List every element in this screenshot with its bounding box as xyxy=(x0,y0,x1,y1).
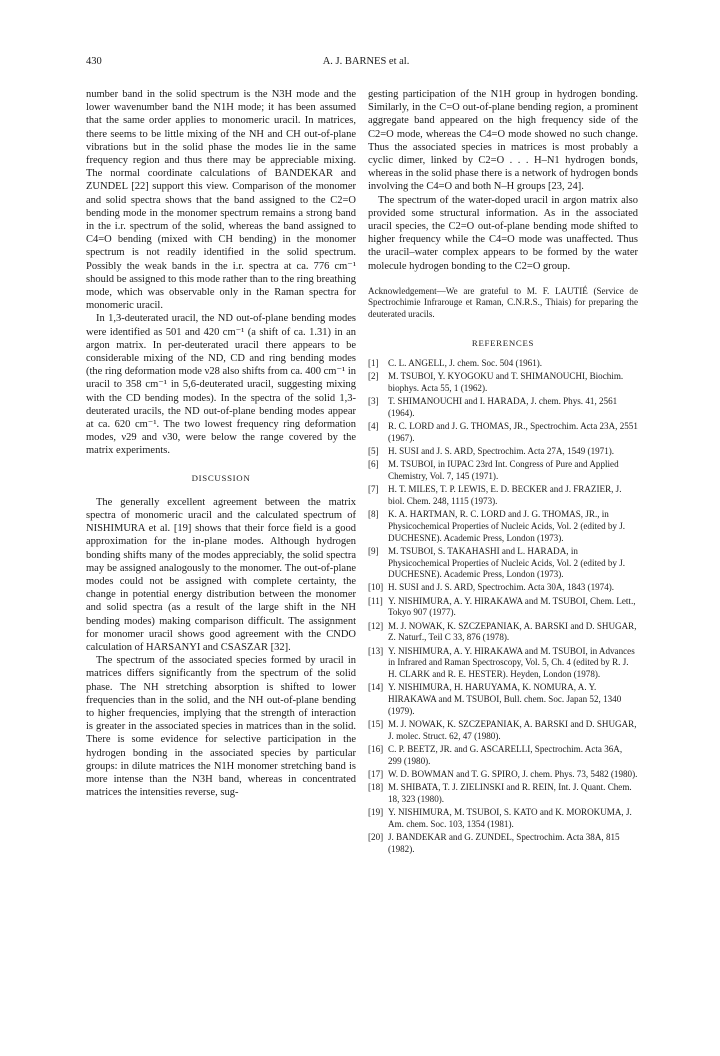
reference-item xyxy=(368,832,638,855)
left-column xyxy=(86,88,356,799)
reference-number: [11] xyxy=(368,595,383,606)
reference-number: [4] xyxy=(368,420,379,431)
reference-item xyxy=(368,782,638,805)
reference-number: [19] xyxy=(368,807,384,818)
reference-text: Y. NISHIMURA, M. TSUBOI, S. KATO and K. MOROKUMA, J. Am. chem. Soc. 103, 1354 (1981). xyxy=(388,807,632,829)
reference-number: [18] xyxy=(368,782,384,793)
reference-number: [10] xyxy=(368,582,384,593)
references-heading: REFERENCES xyxy=(471,337,535,348)
right-column xyxy=(368,88,638,857)
reference-number: [7] xyxy=(368,484,379,495)
reference-text: Y. NISHIMURA, A. Y. HIRAKAWA and M. TSUBOI, in Advances in Infrared and Raman Spectroscopy, Vol. 5, Ch. 4 (edited by R. J. H. CLARK and R. E. HESTER). Heyden, London (1978). xyxy=(388,645,635,680)
reference-text: Y. NISHIMURA, A. Y. HIRAKAWA and M. TSUBOI, Chem. Lett., Tokyo 907 (1977). xyxy=(388,595,636,618)
reference-list xyxy=(368,358,638,856)
reference-item xyxy=(368,646,638,681)
section-heading: DISCUSSION xyxy=(191,472,251,483)
reference-item xyxy=(368,719,638,742)
reference-item xyxy=(368,421,638,444)
reference-text: K. A. HARTMAN, R. C. LORD and J. G. THOMAS, JR., in Physicochemical Properties of Nucleic Acids, Vol. 2 (edited by J. DUCHESNE). Academic Press, London (1973). xyxy=(388,509,626,543)
body-paragraph: number band in the solid spectrum is the N3H mode and the lower wavenumber band the N1H mode; it has been assumed that the same order applies to monomeric uracil. In matrices, there seems to be little mixing of the NH and CH out-of-plane vibrations but in the solid phase the modes lie in the same frequency region and thus there may be appreciable mixing. The normal coordinate calculations of BANDEKAR and ZUNDEL [22] support this view. Comparison of the monomer and solid spectra shows that the band assigned to the C2=O bending mode in the monomer spectrum remains a strong band in the i.r. spectrum of the solid, whereas the band assigned to C4=O bending (mixed with CH bending) in the monomer spectrum is not readily identified in the solid spectrum. Possibly the weak bands in the i.r. spectra at ca. 776 cm⁻¹ should be assigned to this mode rather than to the ring breathing mode, which was observable only in the Raman spectra for monomeric uracil. xyxy=(86,89,356,312)
page-number: 430 xyxy=(86,56,102,67)
reference-number: [13] xyxy=(368,645,384,656)
reference-item xyxy=(368,509,638,544)
reference-text: H. SUSI and J. S. ARD, Spectrochim. Acta 27A, 1549 (1971). xyxy=(388,445,615,456)
reference-item xyxy=(368,682,638,717)
reference-item xyxy=(368,621,638,644)
reference-item xyxy=(368,546,638,581)
reference-number: [3] xyxy=(368,396,379,406)
running-head: A. J. BARNES et al. xyxy=(322,56,410,67)
reference-number: [16] xyxy=(368,743,384,754)
reference-number: [17] xyxy=(368,768,384,779)
body-paragraph: In 1,3-deuterated uracil, the ND out-of-plane bending modes were identified as 501 and 420 cm⁻¹ (a shift of ca. 1.31) in an argon matrix. In per-deuterated uracil there appears to be considerable mixing of the ND, CD and ring bending modes (the ring deformation mode ν28 also shifts from ca. 400 cm⁻¹ in uracil to 358 cm⁻¹ in 5,6-deuterated uracil, suggesting mixing with the CD bending modes). In the spectra of the solid 1,3-deuterated uracils, the ND out-of-plane bending modes appear at ca. 620 cm⁻¹. The two lowest frequency ring deformation modes, ν29 and ν30, were below the range covered by the matrix experiments. xyxy=(86,313,356,457)
reference-text: M. J. NOWAK, K. SZCZEPANIAK, A. BARSKI and D. SHUGAR, J. molec. Struct. 62, 47 (1980). xyxy=(388,719,637,741)
reference-text: R. C. LORD and J. G. THOMAS, JR., Spectrochim. Acta 23A, 2551 (1967). xyxy=(388,420,638,443)
reference-text: H. T. MILES, T. P. LEWIS, E. D. BECKER and J. FRAZIER, J. biol. Chem. 248, 1115 (1973). xyxy=(388,484,622,506)
body-paragraph: gesting participation of the N1H group in hydrogen bonding. Similarly, in the C=O out-of-plane bending region, a prominent aggregate band appeared on the high frequency side of the C2=O mode, whereas the C4=O mode showed no such change. Thus the associated species in matrices is most probably a cyclic dimer, linked by C2=O . . . H–N1 hydrogen bonds, whereas in the solid phase there is a network of hydrogen bonds involving the C4=O and both N–H groups [23, 24]. xyxy=(368,89,638,193)
reference-item xyxy=(368,484,638,507)
reference-text: W. D. BOWMAN and T. G. SPIRO, J. chem. Phys. 73, 5482 (1980). xyxy=(388,768,638,779)
reference-text: Y. NISHIMURA, H. HARUYAMA, K. NOMURA, A. Y. HIRAKAWA and M. TSUBOI, Bull. chem. Soc. Japan 52, 1340 (1979). xyxy=(388,682,622,716)
reference-number: [1] xyxy=(368,357,379,368)
reference-number: [6] xyxy=(368,459,379,470)
reference-item xyxy=(368,582,638,594)
reference-item xyxy=(368,769,638,781)
reference-item xyxy=(368,596,638,619)
body-paragraph: The spectrum of the associated species formed by uracil in matrices differs significantly from the spectrum of the solid phase. The NH stretching absorption is shifted to lower frequencies than in the solid, and the NH out-of-plane bending to higher frequencies, implying that the strength of interaction is greater in the associated species in matrices than in the solid. There is some evidence for selective participation in the hydrogen bonding in the associated species by particular groups: in dilute matrices the N1H monomer stretching band is more intense than the N3H band, whereas in concentrated matrices the intensities reverse, sug- xyxy=(86,655,356,799)
reference-number: [9] xyxy=(368,545,379,556)
reference-text: M. TSUBOI, S. TAKAHASHI and L. HARADA, in Physicochemical Properties of Nucleic Acids, Vol. 2 (edited by J. DUCHESNE). Academic Press, London (1973). xyxy=(388,545,626,580)
reference-number: [15] xyxy=(368,719,384,729)
reference-item xyxy=(368,446,638,458)
body-paragraph: The spectrum of the water-doped uracil in argon matrix also provided some structural information. As in the associated uracil species, the C2=O out-of-plane bending mode shifted to higher frequency while the C4=O mode was unaffected. Thus the uracil–water complex appears to be formed by the water molecule hydrogen bonding to the C2=O group. xyxy=(368,194,638,272)
reference-item xyxy=(368,807,638,830)
acknowledgement: Acknowledgement—We are grateful to M. F. LAUTIÉ (Service de Spectrochimie Infrarouge et Raman, C.N.R.S., Thiais) for preparing the deuterated uracils. xyxy=(368,285,638,320)
reference-text: C. L. ANGELL, J. chem. Soc. 504 (1961). xyxy=(388,357,543,368)
reference-number: [20] xyxy=(368,832,384,843)
reference-text: M. TSUBOI, Y. KYOGOKU and T. SHIMANOUCHI, Biochim. biophys. Acta 55, 1 (1962). xyxy=(388,371,624,393)
reference-text: M. TSUBOI, in IUPAC 23rd Int. Congress of Pure and Applied Chemistry, Vol. 7, 145 (1971). xyxy=(388,459,619,481)
reference-text: J. BANDEKAR and G. ZUNDEL, Spectrochim. Acta 38A, 815 (1982). xyxy=(388,832,620,854)
reference-text: M. SHIBATA, T. J. ZIELINSKI and R. REIN, Int. J. Quant. Chem. 18, 323 (1980). xyxy=(388,782,632,804)
reference-text: T. SHIMANOUCHI and I. HARADA, J. chem. Phys. 41, 2561 (1964). xyxy=(388,396,618,418)
reference-number: [14] xyxy=(368,682,384,693)
reference-item xyxy=(368,371,638,394)
reference-number: [8] xyxy=(368,509,379,520)
reference-item xyxy=(368,396,638,419)
reference-item xyxy=(368,358,638,370)
page-header xyxy=(86,56,646,70)
reference-text: M. J. NOWAK, K. SZCZEPANIAK, A. BARSKI and D. SHUGAR, Z. Naturf., Teil C 33, 876 (1978). xyxy=(388,620,637,643)
reference-text: H. SUSI and J. S. ARD, Spectrochim. Acta 30A, 1843 (1974). xyxy=(388,582,615,593)
reference-number: [2] xyxy=(368,371,379,382)
reference-item xyxy=(368,459,638,482)
reference-number: [5] xyxy=(368,445,379,456)
reference-number: [12] xyxy=(368,620,384,631)
reference-text: C. P. BEETZ, JR. and G. ASCARELLI, Spectrochim. Acta 36A, 299 (1980). xyxy=(388,743,623,766)
reference-item xyxy=(368,744,638,767)
body-paragraph: The generally excellent agreement between the matrix spectra of monomeric uracil and the calculated spectrum of NISHIMURA et al. [19] shows that their force field is a good approximation for the in-plane modes. Although hydrogen bonding shifts many of the modes appreciably, the solid spectra may be assigned analogously to the monomer. The out-of-plane modes could not be assigned with complete certainty, the change in potential energy distribution between the monomer and solid spectra (as a result of the large shift in the NH bending modes) making comparison difficult. The assignment for monomer uracil shows good agreement with the CNDO calculation of HARSANYI and CSASZAR [32]. xyxy=(86,496,356,653)
